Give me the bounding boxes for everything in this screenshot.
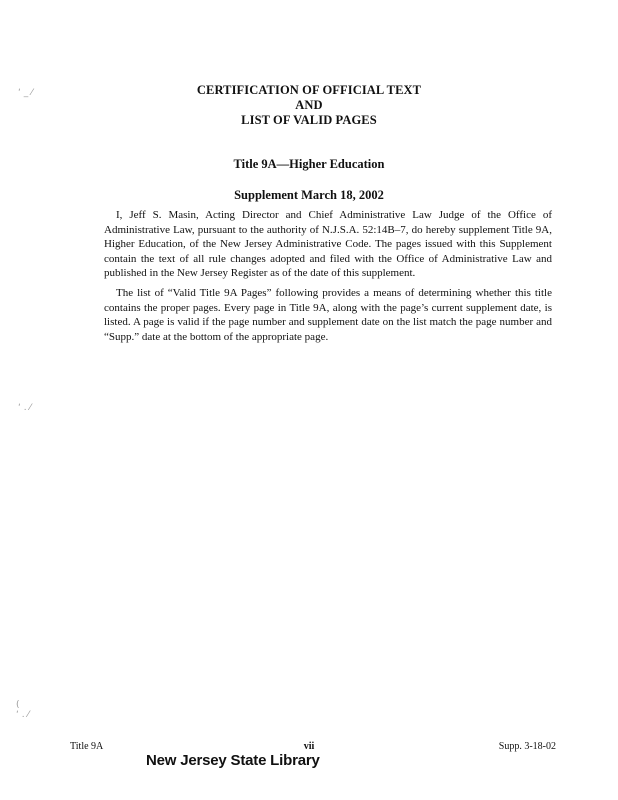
- certification-heading: [0, 83, 618, 128]
- heading-line-1: CERTIFICATION OF OFFICIAL TEXT: [196, 83, 422, 97]
- heading-line-3: LIST OF VALID PAGES: [241, 113, 377, 127]
- certification-paragraph: I, Jeff S. Masin, Acting Director and Chief Administrative Law Judge of the Office of Administrative Law, pursuant to the authority of N.J.S.A. 52:14B–7, do hereby supplement Title 9A, Higher Education, of the New Jersey Administrative Code. The pages issued with this Supplement contain the text of all rule changes adopted and filed with the Office of Administrative Law and published in the New Jersey Register as of the date of this supplement.: [104, 209, 552, 279]
- footer-page-number: vii: [303, 741, 315, 752]
- valid-pages-paragraph: The list of “Valid Title 9A Pages” following provides a means of determining whether this title contains the proper pages. Every page in Title 9A, along with the page’s current supplement date, is listed. A page is valid if the page number and supplement date on the list match the page number and “Supp.” date at the bottom of the appropriate page.: [104, 287, 552, 343]
- heading-line-2: AND: [295, 98, 323, 112]
- library-stamp: New Jersey State Library: [146, 752, 320, 769]
- scan-mark-top: ‘ _ ⁄: [18, 88, 33, 98]
- footer-supplement-date: Supp. 3-18-02: [498, 741, 556, 752]
- footer-title: Title 9A: [70, 741, 104, 752]
- scan-mark-middle: ‘ . ⁄: [18, 403, 31, 413]
- title-heading: Title 9A—Higher Education: [233, 157, 385, 171]
- supplement-heading: Supplement March 18, 2002: [234, 188, 384, 202]
- scan-mark-bottom: ( ‘ . ⁄: [16, 700, 29, 720]
